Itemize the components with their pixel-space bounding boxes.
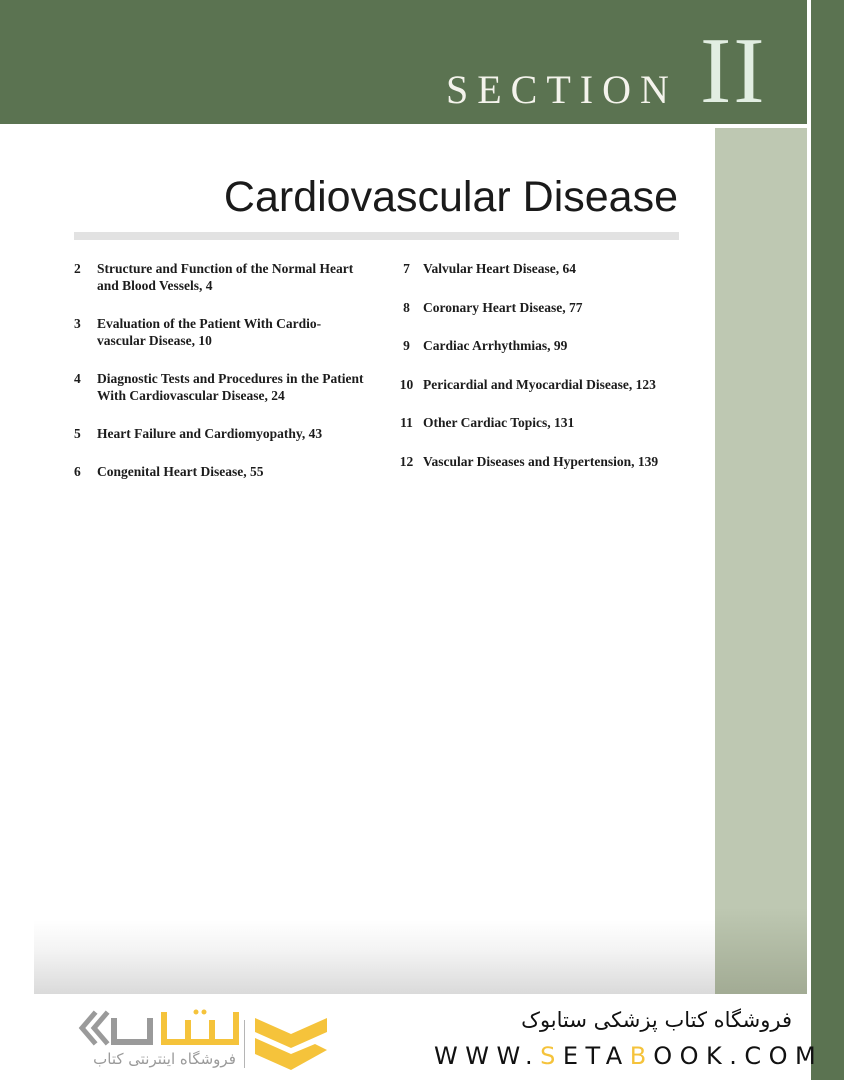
chapter-number: 12	[399, 453, 414, 469]
logo-subtitle: فروشگاه اینترنتی کتاب	[93, 1050, 236, 1068]
chapter-number: 5	[74, 426, 81, 441]
section-label: SECTION	[446, 67, 678, 112]
chapter-number: 10	[399, 376, 414, 392]
toc-item[interactable]	[74, 425, 364, 442]
section-title: Cardiovascular Disease	[223, 173, 678, 221]
chapter-title: Evaluation of the Patient With Cardio-vascular Disease, 10	[97, 316, 322, 348]
chapter-title: Coronary Heart Disease, 77	[423, 299, 583, 315]
store-url-link[interactable]	[434, 1042, 823, 1070]
title-underline-rule	[74, 232, 679, 240]
toc-item[interactable]	[390, 453, 700, 470]
chapter-title: Other Cardiac Topics, 131	[423, 415, 575, 431]
chapter-title: Vascular Diseases and Hypertension, 139	[423, 453, 659, 469]
chapter-number: 6	[74, 464, 81, 479]
setabook-logo-wordmark-icon	[72, 1008, 240, 1048]
right-decorative-strip	[811, 0, 844, 1080]
url-part: OOK.COM	[653, 1042, 824, 1070]
chapter-number: 11	[400, 415, 413, 431]
chapter-title: Congenital Heart Disease, 55	[97, 464, 264, 479]
toc-item[interactable]	[74, 370, 364, 404]
chapter-number: 2	[74, 261, 81, 276]
side-decorative-column	[715, 128, 807, 994]
chapter-title: Heart Failure and Cardiomyopathy, 43	[97, 426, 323, 441]
chapter-title: Structure and Function of the Normal Heart and Blood Vessels, 4	[97, 261, 354, 293]
logo-divider	[244, 1020, 245, 1068]
toc-item[interactable]	[390, 299, 700, 316]
store-name: فروشگاه کتاب پزشکی ستابوک	[521, 1008, 792, 1032]
chapter-title: Cardiac Arrhythmias, 99	[423, 338, 568, 354]
toc-item[interactable]	[390, 414, 700, 431]
toc-column-left	[74, 260, 364, 501]
section-number: II	[700, 19, 767, 123]
url-part-highlight: B	[629, 1042, 654, 1070]
url-part-highlight: S	[540, 1042, 563, 1070]
chapter-number: 4	[74, 371, 81, 386]
chapter-title: Pericardial and Myocardial Disease, 123	[423, 376, 656, 392]
toc-item[interactable]	[390, 260, 700, 277]
chapter-number: 3	[74, 316, 81, 331]
chapter-title: Valvular Heart Disease, 64	[423, 261, 576, 276]
section-header-band	[0, 0, 807, 124]
url-part: ETA	[562, 1042, 630, 1070]
chapter-number: 8	[403, 299, 410, 315]
setabook-chevron-logo-icon	[255, 1018, 327, 1074]
toc-item[interactable]	[74, 463, 364, 480]
toc-item[interactable]	[74, 260, 364, 294]
toc-item[interactable]	[390, 337, 700, 354]
toc-item[interactable]	[390, 376, 700, 393]
chapter-number: 7	[403, 261, 410, 276]
page-bottom-shadow	[34, 920, 715, 994]
toc-column-right	[390, 260, 700, 492]
chapter-title: Diagnostic Tests and Procedures in the Patient With Cardiovascular Disease, 24	[97, 371, 364, 403]
toc-item[interactable]	[74, 315, 364, 349]
chapter-number: 9	[403, 338, 410, 354]
url-part: WWW.	[434, 1042, 541, 1070]
